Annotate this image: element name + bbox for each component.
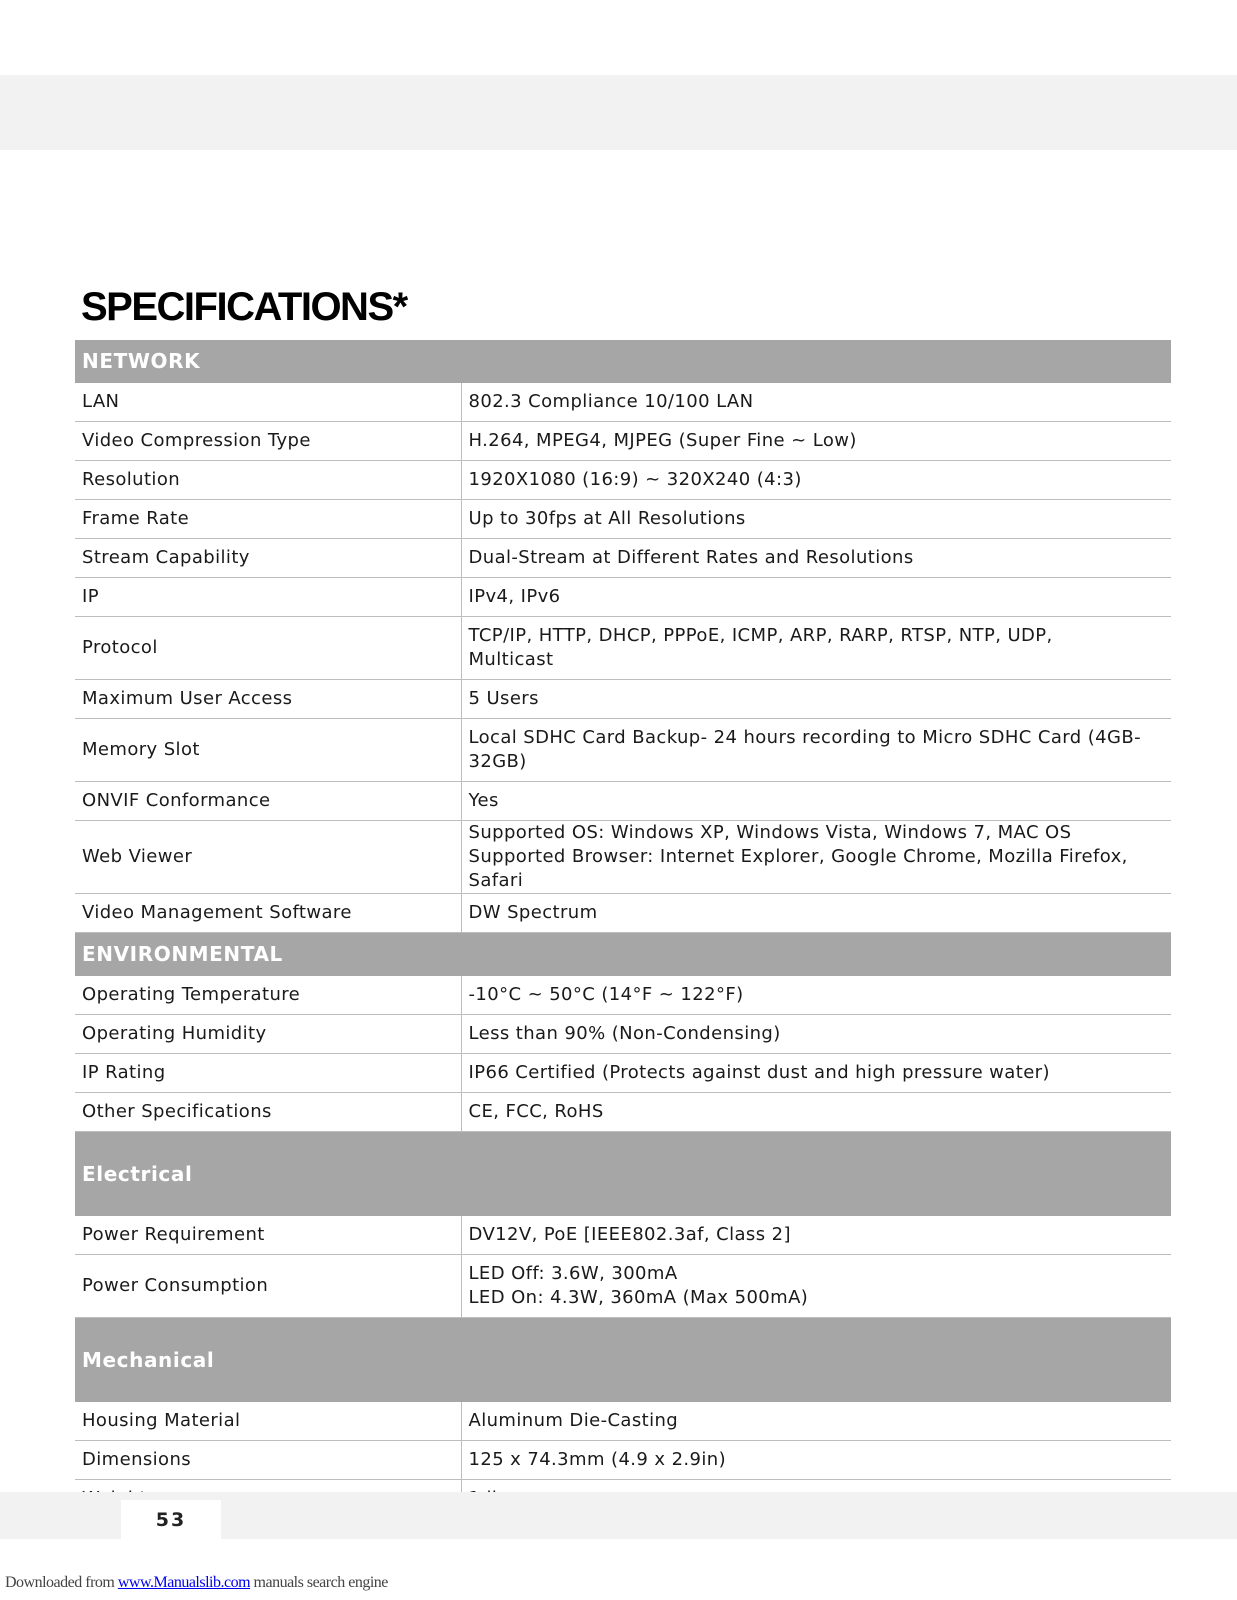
section-header-network [75,340,1171,383]
table-row [75,894,1171,933]
table-row [75,1093,1171,1132]
spec-value [461,1255,1171,1318]
spec-value [461,461,1171,500]
spec-value [461,1093,1171,1132]
table-row [75,719,1171,782]
spec-value [461,680,1171,719]
spec-value-line: Supported OS: Windows XP, Windows Vista, Windows 7, MAC OS [468,822,1072,843]
spec-value [461,1054,1171,1093]
table-row [75,1402,1171,1441]
spec-value-line: Yes [468,790,499,811]
spec-value-line: Supported Browser: Internet Explorer, Google Chrome, Mozilla Firefox, Safari [468,846,1128,891]
table-row [75,461,1171,500]
spec-label: Video Management Software [75,894,461,933]
spec-value-line: 802.3 Compliance 10/100 LAN [468,391,754,412]
spec-label: Protocol [75,617,461,680]
spec-value [461,821,1171,894]
spec-value-line: 125 x 74.3mm (4.9 x 2.9in) [468,1449,727,1470]
spec-value-line: -10°C ~ 50°C (14°F ~ 122°F) [468,984,744,1005]
spec-label: Power Requirement [75,1216,461,1255]
spec-value-line: Up to 30fps at All Resolutions [468,508,746,529]
spec-value-line: LED On: 4.3W, 360mA (Max 500mA) [468,1287,809,1308]
spec-label: Stream Capability [75,539,461,578]
footer-suffix: manuals search engine [250,1574,388,1591]
spec-label: IP [75,578,461,617]
table-row [75,383,1171,422]
spec-label: Operating Temperature [75,976,461,1015]
spec-label: Operating Humidity [75,1015,461,1054]
section-header-environmental [75,933,1171,976]
table-row [75,1015,1171,1054]
spec-value-line: LED Off: 3.6W, 300mA [468,1263,678,1284]
spec-value [461,500,1171,539]
spec-value [461,782,1171,821]
section-header-mechanical [75,1318,1171,1402]
spec-value-line: Less than 90% (Non-Condensing) [468,1023,781,1044]
spec-value-line: Aluminum Die-Casting [468,1410,679,1431]
spec-value [461,578,1171,617]
spec-label: Other Specifications [75,1093,461,1132]
spec-value [461,1015,1171,1054]
table-row [75,422,1171,461]
spec-value [461,894,1171,933]
spec-value-line: H.264, MPEG4, MJPEG (Super Fine ~ Low) [468,430,857,451]
spec-value-line: Multicast [468,649,554,670]
spec-label: Housing Material [75,1402,461,1441]
spec-label: Resolution [75,461,461,500]
table-row [75,680,1171,719]
spec-value [461,422,1171,461]
spec-value [461,1441,1171,1480]
spec-value-line: TCP/IP, HTTP, DHCP, PPPoE, ICMP, ARP, RARP, RTSP, NTP, UDP, [468,625,1053,646]
spec-value [461,719,1171,782]
spec-label: ONVIF Conformance [75,782,461,821]
table-row [75,1054,1171,1093]
section-title: NETWORK [75,340,1171,383]
table-row [75,821,1171,894]
spec-value-line: CE, FCC, RoHS [468,1101,604,1122]
spec-value [461,1216,1171,1255]
spec-value-line: DW Spectrum [468,902,598,923]
spec-label: Web Viewer [75,821,461,894]
spec-value-line: 32GB) [468,751,527,772]
spec-label: IP Rating [75,1054,461,1093]
spec-value [461,617,1171,680]
spec-label: Maximum User Access [75,680,461,719]
spec-value [461,1402,1171,1441]
page-number: 53 [121,1500,221,1540]
table-row [75,539,1171,578]
spec-value [461,976,1171,1015]
spec-label: LAN [75,383,461,422]
spec-value-line: 5 Users [468,688,539,709]
download-source-note [5,1574,388,1592]
section-title: Electrical [75,1132,1171,1216]
table-row [75,1255,1171,1318]
spec-value [461,539,1171,578]
spec-value-line: Local SDHC Card Backup- 24 hours recording to Micro SDHC Card (4GB- [468,727,1141,748]
header-band [0,75,1237,150]
table-row [75,976,1171,1015]
spec-value-line: DV12V, PoE [IEEE802.3af, Class 2] [468,1224,791,1245]
spec-value-line: Dual-Stream at Different Rates and Resolutions [468,547,914,568]
footer-prefix: Downloaded from [5,1574,118,1591]
page-title: SPECIFICATIONS* [81,285,407,329]
specifications-table [75,340,1171,1519]
spec-value-line: IPv4, IPv6 [468,586,561,607]
spec-value-line: IP66 Certified (Protects against dust and high pressure water) [468,1062,1050,1083]
spec-value [461,383,1171,422]
section-header-electrical [75,1132,1171,1216]
table-row [75,578,1171,617]
table-row [75,1441,1171,1480]
spec-label: Memory Slot [75,719,461,782]
spec-label: Dimensions [75,1441,461,1480]
manualslib-link[interactable]: www.Manualslib.com [117,1574,251,1591]
spec-label: Frame Rate [75,500,461,539]
table-row [75,782,1171,821]
table-row [75,1216,1171,1255]
table-row [75,500,1171,539]
spec-label: Power Consumption [75,1255,461,1318]
table-row [75,617,1171,680]
spec-label: Video Compression Type [75,422,461,461]
section-title: ENVIRONMENTAL [75,933,1171,976]
section-title: Mechanical [75,1318,1171,1402]
spec-value-line: 1920X1080 (16:9) ~ 320X240 (4:3) [468,469,802,490]
